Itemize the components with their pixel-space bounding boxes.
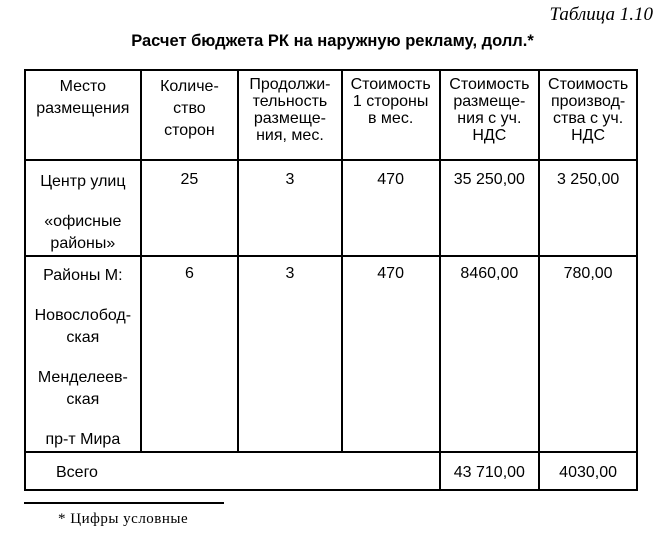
cell-place xyxy=(25,256,141,452)
header-line: НДС xyxy=(472,127,507,144)
header-duration xyxy=(238,70,342,160)
place-line: пр-т Мира xyxy=(45,431,121,448)
header-line: сторон xyxy=(164,122,215,139)
cell-duration: 3 xyxy=(238,256,342,452)
total-row xyxy=(25,452,637,490)
header-line: Стоимость xyxy=(350,76,431,93)
footnote: * Цифры условные xyxy=(58,511,189,527)
table-caption: Таблица 1.10 xyxy=(549,4,653,25)
header-line: размещения xyxy=(36,100,130,117)
header-line: 1 стороны xyxy=(352,93,429,110)
total-placement-cost: 43 710,00 xyxy=(440,452,540,490)
header-line: Стоимость xyxy=(449,76,530,93)
header-line: Продолжи- xyxy=(249,76,331,93)
footnote-divider xyxy=(24,502,224,504)
header-line: НДС xyxy=(571,127,606,144)
header-row xyxy=(25,70,637,160)
cell-placement-cost: 35 250,00 xyxy=(440,160,540,256)
cell-production-cost: 780,00 xyxy=(539,256,637,452)
header-line: тельность xyxy=(252,93,328,110)
place-line: ская xyxy=(66,329,100,346)
budget-table xyxy=(24,69,638,491)
cell-cost-per-side: 470 xyxy=(342,256,440,452)
header-line: Количе- xyxy=(160,78,219,95)
header-place xyxy=(25,70,141,160)
header-production-cost xyxy=(539,70,637,160)
table-title: Расчет бюджета РК на наружную рекламу, долл.* xyxy=(131,32,534,50)
header-line: в мес. xyxy=(367,110,414,127)
cell-duration: 3 xyxy=(238,160,342,256)
header-line: размеще- xyxy=(253,110,326,127)
table-row xyxy=(25,160,637,256)
total-label: Всего xyxy=(25,452,440,490)
table-row xyxy=(25,256,637,452)
place-line: ская xyxy=(66,391,100,408)
header-line: размеще- xyxy=(453,93,526,110)
header-line: ния с уч. xyxy=(457,110,522,127)
header-line: Стоимость xyxy=(548,76,629,93)
place-line: районы» xyxy=(50,235,116,252)
header-placement-cost xyxy=(440,70,540,160)
place-line: Менделеев- xyxy=(37,369,128,386)
header-cost-per-side xyxy=(342,70,440,160)
header-line: Место xyxy=(59,78,107,95)
cell-place xyxy=(25,160,141,256)
total-production-cost: 4030,00 xyxy=(539,452,637,490)
header-line: производ- xyxy=(550,93,626,110)
cell-placement-cost: 8460,00 xyxy=(440,256,540,452)
place-line: Новослобод- xyxy=(34,307,132,324)
header-line: ство xyxy=(173,100,206,117)
place-line: Центр улиц xyxy=(40,173,126,190)
cell-count: 6 xyxy=(141,256,238,452)
header-line: ния, мес. xyxy=(256,127,324,144)
cell-count: 25 xyxy=(141,160,238,256)
header-line: ства с уч. xyxy=(552,110,624,127)
cell-production-cost: 3 250,00 xyxy=(539,160,637,256)
place-line: «офисные xyxy=(44,213,122,230)
header-count xyxy=(141,70,238,160)
cell-cost-per-side: 470 xyxy=(342,160,440,256)
place-line: Районы М: xyxy=(43,267,123,284)
